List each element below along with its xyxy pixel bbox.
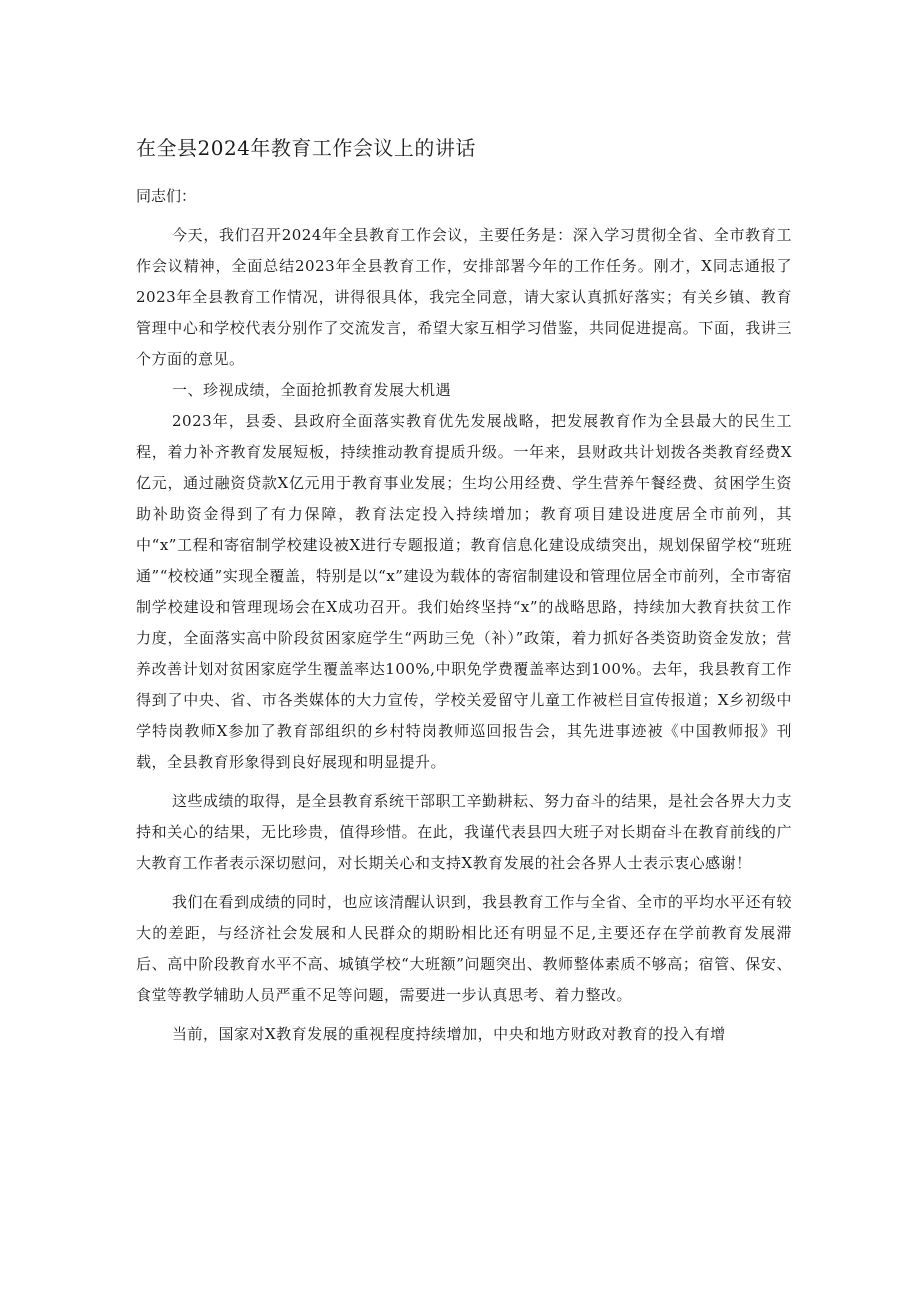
paragraph-achievements: 2023年，县委、县政府全面落实教育优先发展战略，把发展教育作为全县最大的民生工程，着力补齐教育发展短板，持续推动教育提质升级。一年来，县财政共计划拨各类教育经费X亿元，通过融资贷款X亿元用于教育事业发展；生均公用经费、学生营养午餐经费、贫困学生资助补助资金得到了有力保障，教育法定投入持续增加；教育项目建设进度居全市前列，其中“x”工程和寄宿制学校建设被X进行专题报道；教育信息化建设成绩突出，规划保留学校“班班通”“校校通”实现全覆盖，特别是以“x”建设为载体的寄宿制建设和管理位居全市前列，全市寄宿制学校建设和管理现场会在X成功召开。我们始终坚持“x”的战略思路，持续加大教育扶贫工作力度，全面落实高中阶段贫困家庭学生“两助三免（补）”政策，着力抓好各类资助资金发放；营养改善计划对贫困家庭学生覆盖率达100%,中职免学费覆盖率达到100%。去年，我县教育工作得到了中央、省、市各类媒体的大力宣传，学校关爱留守儿童工作被栏目宣传报道；X乡初级中学特岗教师X参加了教育部组织的乡村特岗教师巡回报告会，其先进事迹被《中国教师报》刊载，全县教育形象得到良好展现和明显提升。 xyxy=(136,412,792,771)
paragraph-intro: 今天，我们召开2024年全县教育工作会议，主要任务是：深入学习贯彻全省、全市教育工作会议精神，全面总结2023年全县教育工作，安排部署今年的工作任务。刚才，X同志通报了2023年全县教育工作情况，讲得很具体，我完全同意，请大家认真抓好落实；有关乡镇、教育管理中心和学校代表分别作了交流发言，希望大家互相学习借鉴，共同促进提高。下面，我讲三个方面的意见。 xyxy=(136,226,792,368)
section-heading-1: 一、珍视成绩，全面抢抓教育发展大机遇 xyxy=(172,381,452,399)
document-title: 在全县2024年教育工作会议上的讲话 xyxy=(136,136,476,160)
document-body xyxy=(136,128,792,1050)
paragraph-current: 当前，国家对X教育发展的重视程度持续增加，中央和地方财政对教育的投入有增 xyxy=(172,1025,726,1043)
paragraph-thanks: 这些成绩的取得，是全县教育系统干部职工辛勤耕耘、努力奋斗的结果，是社会各界大力支持和关心的结果，无比珍贵，值得珍惜。在此，我谨代表县四大班子对长期奋斗在教育前线的广大教育工作者表示深切慰问，对长期关心和支持X教育发展的社会各界人士表示衷心感谢！ xyxy=(136,792,793,872)
salutation: 同志们： xyxy=(136,187,197,205)
paragraph-shortcomings: 我们在看到成绩的同时，也应该清醒认识到，我县教育工作与全省、全市的平均水平还有较大的差距，与经济社会发展和人民群众的期盼相比还有明显不足,主要还存在学前教育发展滞后、高中阶段教育水平不高、城镇学校“大班额”问题突出、教师整体素质不够高；宿管、保安、食堂等教学辅助人员严重不足等问题，需要进一步认真思考、着力整改。 xyxy=(136,893,793,1004)
